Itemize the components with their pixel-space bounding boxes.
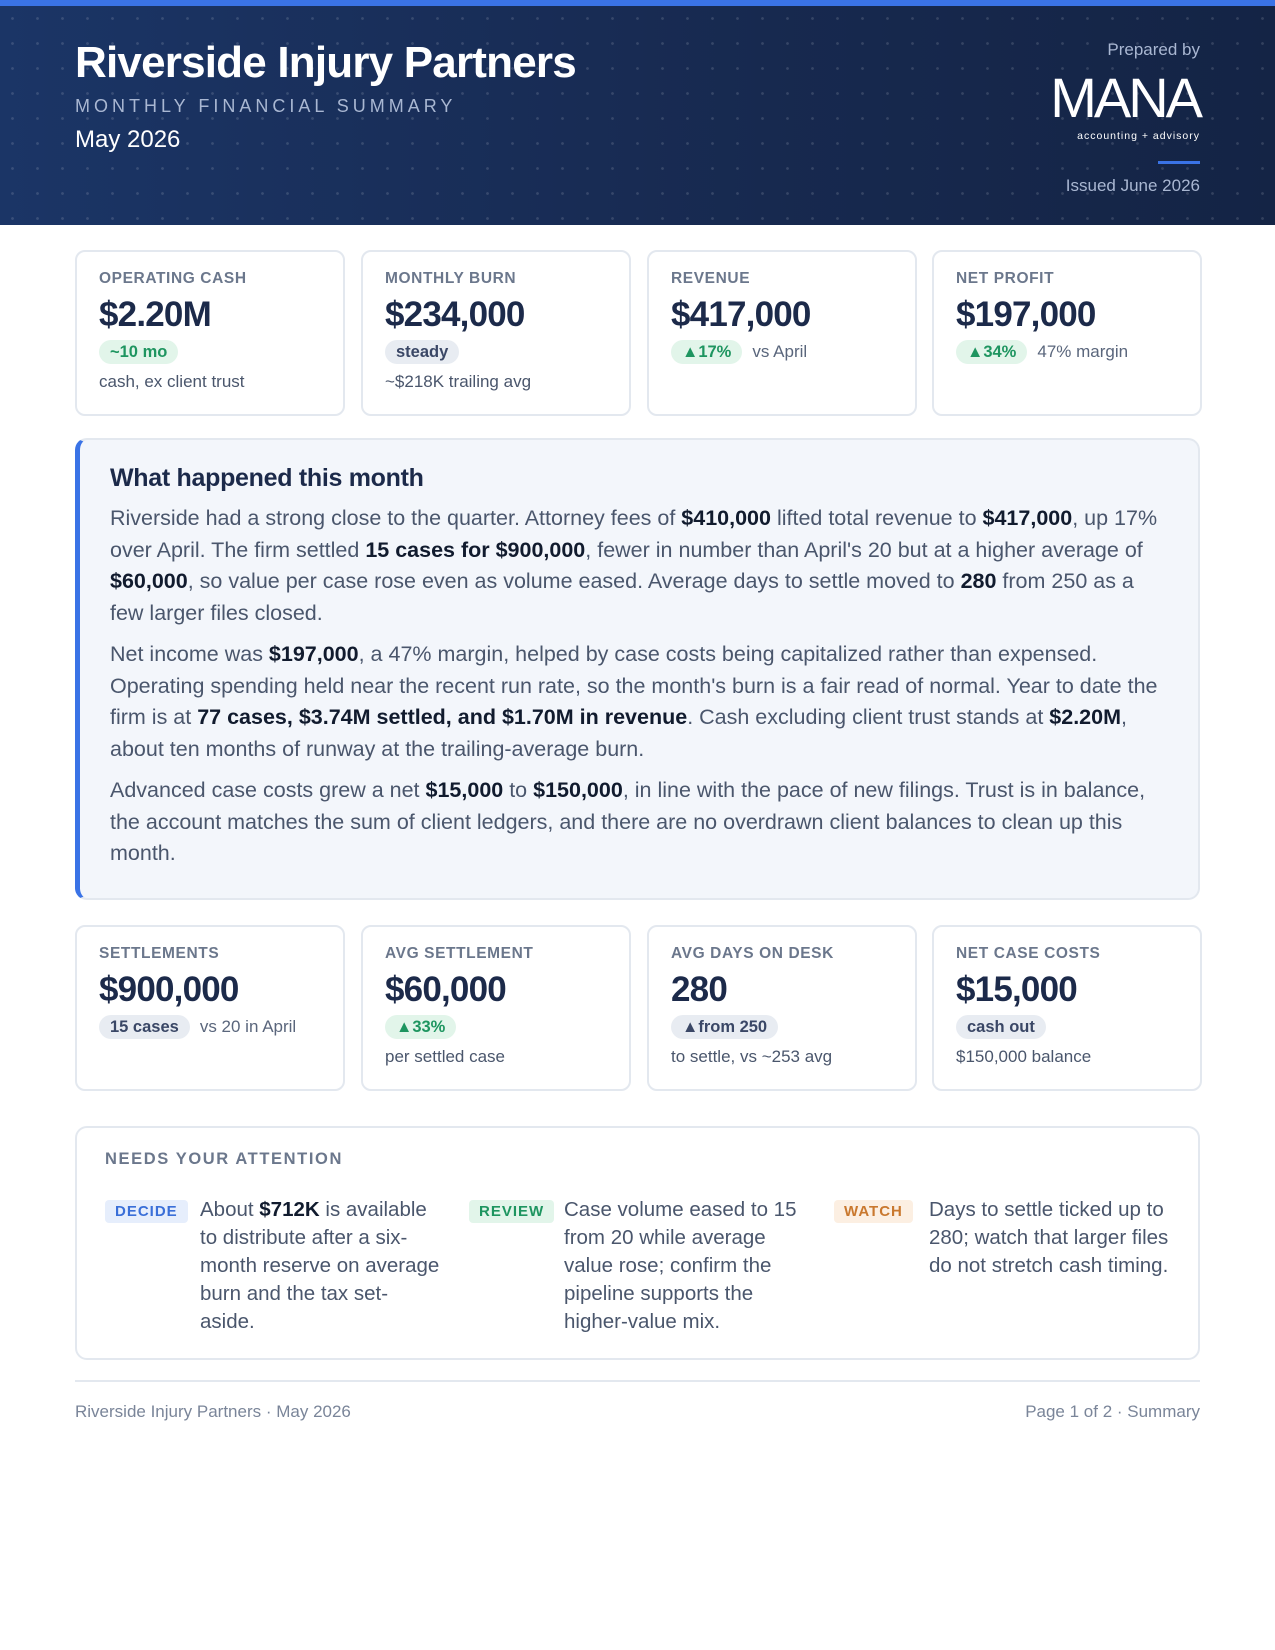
logo-divider <box>1158 161 1200 164</box>
summary-paragraph-revenue: Riverside had a strong close to the quarter. Attorney fees of $410,000 lifted total revenue to $417,000, up 17% over April. The firm settled 15 cases for $900,000, fewer in number than April's 20 but at a higher average of $60,000, so value per case rose even as volume eased. Average days to settle moved to 280 from 250 as a few larger files closed. <box>110 506 1158 625</box>
watch-tag: WATCH <box>834 1200 913 1223</box>
report-subtitle: MONTHLY FINANCIAL SUMMARY <box>75 96 457 116</box>
kpi-pill: ▲from 250 <box>671 1015 778 1039</box>
kpi-pill: ▲33% <box>385 1015 456 1039</box>
kpi-label: OPERATING CASH <box>99 270 247 287</box>
kpi-pill: ▲34% <box>956 340 1027 364</box>
mana-logo <box>1050 66 1200 144</box>
kpi-pill: 15 cases <box>99 1015 190 1039</box>
kpi-card-net-case-costs <box>932 925 1202 1091</box>
kpi-value: $417,000 <box>671 295 811 334</box>
kpi-label: AVG SETTLEMENT <box>385 945 534 962</box>
kpi-label: SETTLEMENTS <box>99 945 220 962</box>
issued-date: Issued June 2026 <box>1065 176 1200 195</box>
kpi-comparison: vs 20 in April <box>199 1017 297 1036</box>
attention-panel <box>75 1126 1200 1360</box>
summary-paragraph-case-costs: Advanced case costs grew a net $15,000 to $150,000, in line with the pace of new filings. Trust is in balance, the account matches the sum of client ledgers, and there are no overdrawn client balances to clean up this month. <box>110 778 1146 865</box>
firm-name: Riverside Injury Partners <box>75 38 576 87</box>
review-tag: REVIEW <box>469 1200 554 1223</box>
kpi-pill: steady <box>385 340 459 364</box>
kpi-value: $197,000 <box>956 295 1096 334</box>
logo-tagline: accounting + advisory <box>1077 130 1200 142</box>
kpi-pill: ▲17% <box>671 340 742 364</box>
kpi-value: $60,000 <box>385 970 506 1009</box>
kpi-footnote: cash, ex client trust <box>99 372 245 391</box>
kpi-card-monthly-burn <box>361 250 631 416</box>
kpi-comparison: 47% margin <box>1037 342 1129 361</box>
attention-text: Case volume eased to 15 from 20 while average value rose; confirm the pipeline supports the higher-value mix. <box>564 1198 797 1333</box>
summary-paragraph-profit: Net income was $197,000, a 47% margin, helped by case costs being capitalized rather than expensed. Operating spending held near the recent run rate, so the month's burn is a fair read of normal. Year to date the firm is at 77 cases, $3.74M settled, and $1.70M in revenue. Cash excluding client trust stands at $2.20M, about ten months of runway at the trailing-average burn. <box>110 642 1158 761</box>
footer-divider <box>75 1380 1200 1382</box>
kpi-pill: ~10 mo <box>99 340 178 364</box>
footer-page-number: Page 1 of 2 · Summary <box>1025 1402 1200 1421</box>
summary-heading: What happened this month <box>110 464 424 492</box>
logo-wordmark: MANA <box>1050 66 1200 129</box>
kpi-label: AVG DAYS ON DESK <box>671 945 834 962</box>
kpi-label: MONTHLY BURN <box>385 270 517 287</box>
kpi-value: $2.20M <box>99 295 211 334</box>
kpi-label: NET CASE COSTS <box>956 945 1101 962</box>
kpi-pill: cash out <box>956 1015 1046 1039</box>
kpi-value: $234,000 <box>385 295 525 334</box>
kpi-comparison: vs April <box>752 342 808 361</box>
monthly-summary-panel <box>75 438 1200 900</box>
kpi-value: $15,000 <box>956 970 1077 1009</box>
kpi-card-settlements <box>75 925 345 1091</box>
kpi-card-avg-settlement <box>361 925 631 1091</box>
kpi-footnote: per settled case <box>385 1047 506 1066</box>
attention-heading: NEEDS YOUR ATTENTION <box>105 1150 343 1168</box>
footer-document-label: Riverside Injury Partners · May 2026 <box>75 1402 351 1421</box>
kpi-footnote: $150,000 balance <box>956 1047 1092 1066</box>
kpi-card-revenue <box>647 250 917 416</box>
kpi-label: REVENUE <box>671 270 751 287</box>
kpi-footnote: ~$218K trailing avg <box>385 372 532 391</box>
kpi-value: $900,000 <box>99 970 239 1009</box>
kpi-label: NET PROFIT <box>956 270 1055 287</box>
report-header <box>0 0 1275 225</box>
attention-text: About $712K is available to distribute after a six-month reserve on average burn and the tax set-aside. <box>200 1198 440 1333</box>
kpi-value: 280 <box>671 970 727 1009</box>
decide-tag: DECIDE <box>105 1200 188 1223</box>
kpi-card-net-profit <box>932 250 1202 416</box>
report-period: May 2026 <box>75 126 181 153</box>
prepared-by-label: Prepared by <box>1107 40 1200 59</box>
attention-text: Days to settle ticked up to 280; watch that larger files do not stretch cash timing. <box>929 1198 1169 1277</box>
kpi-footnote: to settle, vs ~253 avg <box>671 1047 833 1066</box>
kpi-card-avg-days <box>647 925 917 1091</box>
kpi-card-operating-cash <box>75 250 345 416</box>
